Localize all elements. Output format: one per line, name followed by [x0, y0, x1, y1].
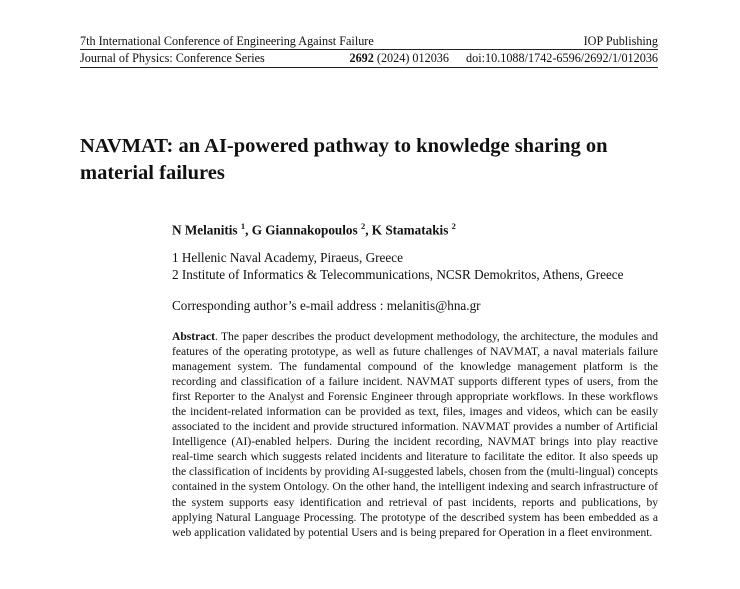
publisher-name: IOP Publishing	[583, 34, 658, 48]
author-list: N Melanitis $^1$, G Giannakopoulos $^2$, K Stamatakis $^2$	[172, 221, 456, 238]
author-affil-marker: 2	[360, 221, 366, 231]
header-divider	[80, 67, 658, 68]
author-affil-marker: 1	[240, 221, 246, 231]
issue-info: (2024) 012036	[376, 51, 449, 65]
author-name: K Stamatakis	[371, 222, 449, 238]
conference-name: 7th International Conference of Engineering Against Failure	[80, 34, 374, 48]
paper-title: NAVMAT: an AI-powered pathway to knowledge sharing on material failures	[80, 135, 608, 184]
journal-name: Journal of Physics: Conference Series	[80, 51, 265, 65]
doi: doi:10.1088/1742-6596/2692/1/012036	[466, 51, 658, 65]
author-name: N Melanitis	[172, 222, 238, 238]
corresponding-author: Corresponding author’s e-mail address : melanitis@hna.gr	[172, 298, 481, 313]
abstract-body: . The paper describes the product development methodology, the architecture, the modules and features of the operating prototype, as well as future challenges of NAVMAT, a naval materials failure management system. The fundamental compound of the knowledge management platform is the recording and classification of a failure incident. NAVMAT supports different types of users, from the first Reporter to the Analyst and Forensic Engineer through appropriate workflows. In these workflows the incident-related information can be provided as text, files, images and videos, which can be easily associated to the incident and provide structured information. NAVMAT provides a number of Artificial Intelligence (AI)-enabled helpers. During the incident recording, NAVMAT brings into play reactive real-time search which suggests related incidents and literature to facilitate the editor. It also speeds up the classification of incidents by providing AI-suggested labels, chosen from the (multi-lingual) concepts contained in the system Ontology. On the other hand, the intelligent indexing and search infrastructure of the system supports easy identification and retrieval of past incidents, reports and publications, by applying Natural Language Processing. The prototype of the described system has been embedded as a web application validated by potential Users and is being prepared for Operation in a fleet environment.	[172, 331, 658, 539]
running-header-bottom	[80, 51, 658, 66]
author-name: G Giannakopoulos	[251, 222, 358, 238]
affiliation: 2 Institute of Informatics & Telecommunications, NCSR Demokritos, Athens, Greece	[172, 267, 624, 282]
abstract	[172, 330, 658, 541]
author-affil-marker: 2	[451, 221, 456, 231]
affiliation: 1 Hellenic Naval Academy, Piraeus, Greece	[172, 250, 403, 265]
citation-info	[349, 51, 658, 66]
abstract-label: Abstract	[172, 331, 215, 343]
running-header-top	[80, 34, 658, 49]
header-divider	[80, 49, 658, 50]
volume-number: 2692	[349, 51, 374, 65]
